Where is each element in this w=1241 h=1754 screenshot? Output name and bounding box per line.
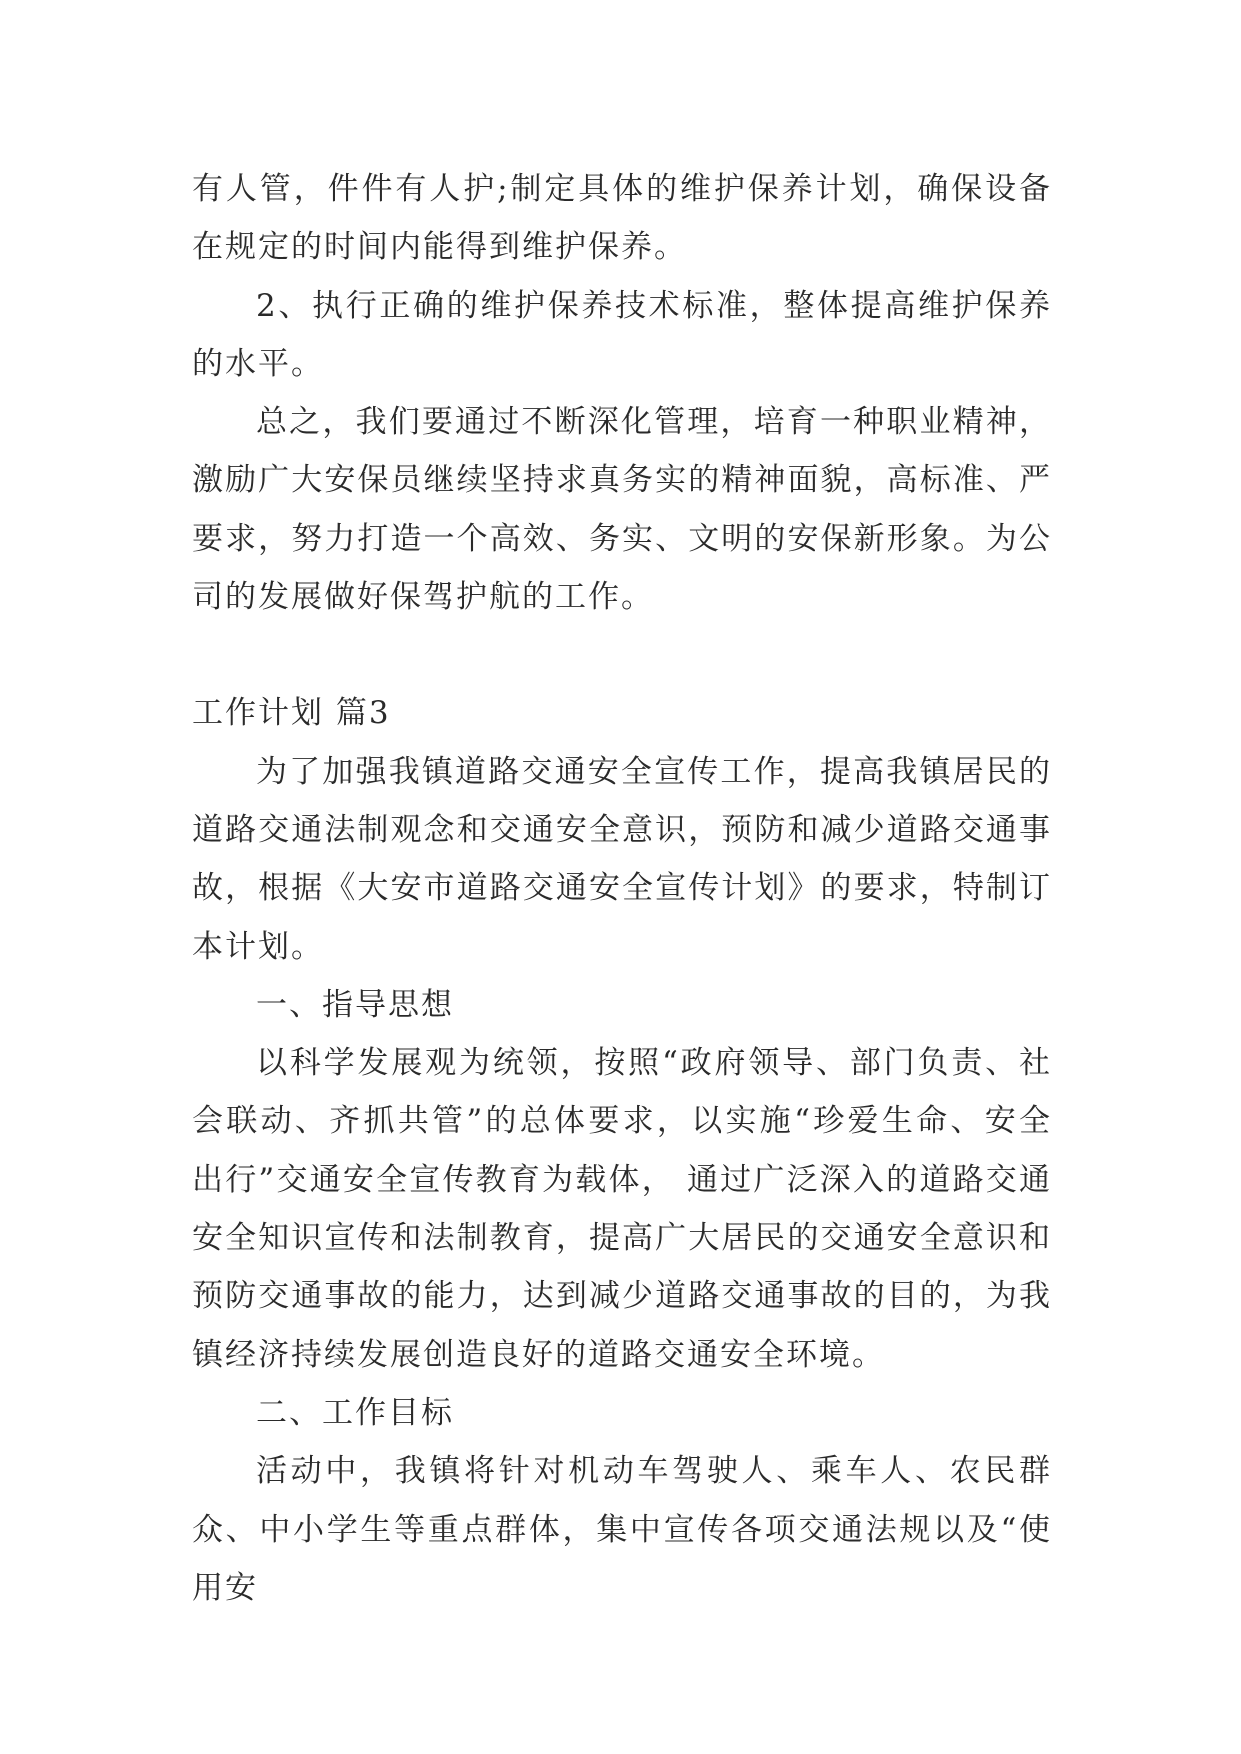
paragraph-guiding-thought: 以科学发展观为统领，按照“政府领导、部门负责、社会联动、齐抓共管”的总体要求，以实施“珍爱生命、安全出行”交通安全宣传教育为载体， 通过广泛深入的道路交通安全知识宣传和法制教育，提高广大居民的交通安全意识和预防交通事故的能力，达到减少道路交通事故的目的，为我镇经济持续发展创造良好的道路交通安全环境。	[192, 1045, 1052, 1373]
section-spacer	[192, 626, 1052, 684]
paragraph-conclusion: 总之，我们要通过不断深化管理，培育一种职业精神，激励广大安保员继续坚持求真务实的精神面貌，高标准、严要求，努力打造一个高效、务实、文明的安保新形象。为公司的发展做好保驾护航的工作。	[192, 404, 1052, 616]
section-heading: 工作计划 篇3	[192, 695, 391, 732]
subheading-guiding-thought: 一、指导思想	[256, 986, 454, 1023]
subheading-work-goals: 二、工作目标	[256, 1394, 454, 1431]
paragraph-continuation: 有人管，件件有人护;制定具体的维护保养计划，确保设备在规定的时间内能得到维护保养。	[192, 171, 1052, 266]
paragraph-intro: 为了加强我镇道路交通安全宣传工作，提高我镇居民的道路交通法制观念和交通安全意识，预防和减少道路交通事故，根据《大安市道路交通安全宣传计划》的要求，特制订本计划。	[192, 753, 1052, 965]
paragraph-work-goals: 活动中，我镇将针对机动车驾驶人、乘车人、农民群众、中小学生等重点群体，集中宣传各项交通法规以及“使用安	[192, 1453, 1052, 1606]
document-body	[192, 160, 1052, 1617]
paragraph-item-2: 2、执行正确的维护保养技术标准，整体提高维护保养的水平。	[192, 287, 1052, 382]
